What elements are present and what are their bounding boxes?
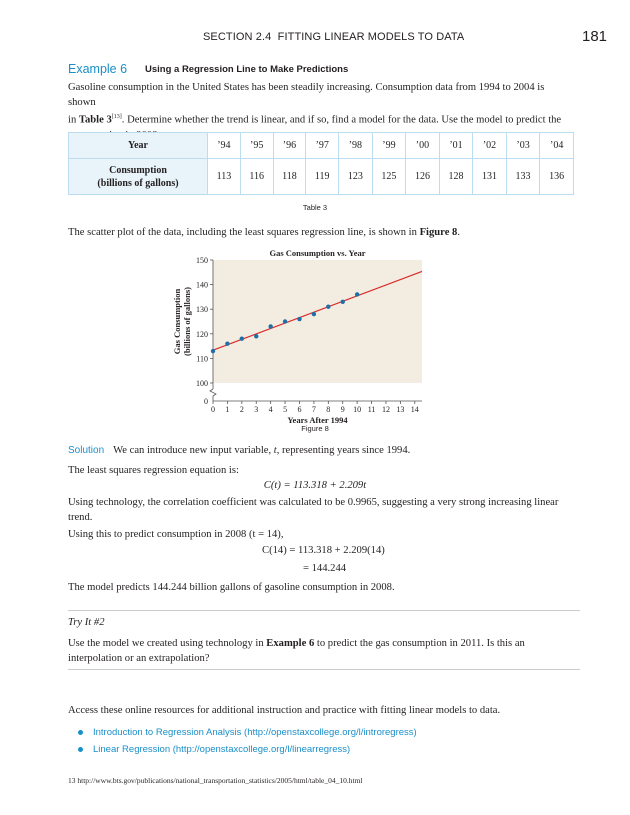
- table-ref: Table 3: [78, 114, 112, 126]
- data-point: [225, 341, 229, 345]
- data-point: [268, 324, 272, 328]
- correlation-text: Using technology, the correlation coefficient was calculated to be 0.9965, suggesting a very strong increasing linear trend.: [68, 497, 559, 523]
- data-point: [254, 334, 258, 338]
- y-tick-label: 120: [196, 329, 208, 339]
- intro-line-2: in Table 3[13]. Determine whether the trend is linear, and if so, find a model for the data. Use the model to predict the: [68, 114, 562, 126]
- axis-break-icon: [210, 389, 216, 401]
- predict-text: Using this to predict consumption in 2008 (t = 14),: [68, 529, 284, 540]
- consumption-header: Consumption (billions of gallons): [69, 159, 208, 195]
- plot-background: [213, 260, 422, 383]
- scatter-paragraph: The scatter plot of the data, including the least squares regression line, is shown in Figure 8.: [68, 227, 460, 238]
- page-header: [0, 28, 630, 51]
- scatter-chart: [160, 243, 460, 423]
- try-it-text: Use the model we created using technology in Example 6 to predict the gas consumption in 2011. Is this an interpolation or an extrapolation?: [68, 638, 525, 664]
- conclusion-text: The model predicts 144.244 billion gallons of gasoline consumption in 2008.: [68, 582, 395, 593]
- x-tick-label: 4: [268, 405, 273, 414]
- consumption-table: [68, 132, 574, 195]
- y-tick-label: 130: [196, 305, 208, 315]
- access-text: Access these online resources for additional instruction and practice with fitting linear models to data.: [68, 705, 501, 716]
- x-tick-label: 7: [311, 405, 316, 414]
- lsq-text: The least squares regression equation is:: [68, 465, 239, 476]
- y-axis-label: (billions of gallons): [182, 287, 192, 356]
- x-tick-label: 13: [396, 405, 405, 414]
- section-header: SECTION 2.4 FITTING LINEAR MODELS TO DATA: [203, 31, 465, 43]
- x-tick-label: 14: [410, 405, 419, 414]
- y-tick-label: 140: [196, 280, 208, 290]
- year-header: Year: [69, 133, 208, 159]
- solution-intro: Solution We can introduce new input variable, t, representing years since 1994.: [68, 445, 411, 456]
- bullet-icon: [78, 747, 83, 752]
- data-point: [355, 292, 359, 296]
- y-tick-label: 100: [196, 379, 208, 388]
- x-axis-label: Years After 1994: [287, 415, 348, 423]
- figure-ref: Figure 8: [419, 227, 458, 238]
- x-tick-label: 1: [225, 405, 230, 414]
- data-point: [341, 300, 345, 304]
- table-caption: Table 3: [302, 203, 328, 212]
- chart-title: Gas Consumption vs. Year: [269, 248, 366, 258]
- equation-1: C(t) = 113.318 + 2.209t: [263, 480, 367, 491]
- example-label: Example 6: [68, 62, 128, 76]
- bullet-icon: [78, 730, 83, 735]
- x-tick-label: 5: [283, 405, 288, 414]
- intro-line-1: Gasoline consumption in the United States has been steadily increasing. Consumption data from 1994 to 2004 is shown: [68, 82, 545, 108]
- x-tick-label: 12: [381, 405, 390, 414]
- page-number: 181: [582, 28, 608, 45]
- y-tick-label: 110: [196, 354, 208, 364]
- y-tick-label: 150: [196, 256, 208, 265]
- x-tick-label: 8: [326, 405, 331, 414]
- y-tick-label: 0: [204, 397, 208, 406]
- x-tick-label: 10: [353, 405, 362, 414]
- x-tick-label: 0: [211, 405, 215, 414]
- data-point: [297, 317, 301, 321]
- solution-label: Solution: [68, 445, 105, 456]
- x-tick-label: 3: [254, 405, 259, 414]
- data-point: [240, 337, 244, 341]
- data-point: [326, 305, 330, 309]
- x-tick-label: 9: [340, 405, 345, 414]
- x-tick-label: 6: [297, 405, 302, 414]
- figure-caption: Figure 8: [301, 424, 329, 433]
- footnote: 13 http://www.bts.gov/publications/national_transportation_statistics/2005/html/table_04_10.html: [68, 776, 363, 785]
- resource-link-intro-regression[interactable]: Introduction to Regression Analysis (http://openstaxcollege.org/l/introregress): [78, 727, 417, 738]
- data-point: [312, 312, 316, 316]
- example-title: Using a Regression Line to Make Predictions: [145, 64, 349, 75]
- try-it-title: Try It #2: [68, 617, 105, 628]
- data-point: [211, 349, 215, 353]
- x-tick-label: 2: [239, 405, 244, 414]
- x-tick-label: 11: [367, 405, 376, 414]
- table-row: Consumption (billions of gallons) 113 116 118 119 123 125 126 128 131 133 136: [69, 159, 574, 195]
- try-it-box: [68, 610, 580, 670]
- table-row: Year ’94 ’95 ’96 ’97 ’98 ’99 ’00 ’01 ’02 ’03 ’04: [69, 133, 574, 159]
- y-axis-label: Gas Consumption: [172, 288, 182, 355]
- equation-3: = 144.244: [303, 563, 347, 574]
- equation-2: C(14) = 113.318 + 2.209(14): [262, 545, 385, 556]
- resource-link-linear-regression[interactable]: Linear Regression (http://openstaxcollege.org/l/linearregress): [78, 744, 350, 755]
- data-point: [283, 319, 287, 323]
